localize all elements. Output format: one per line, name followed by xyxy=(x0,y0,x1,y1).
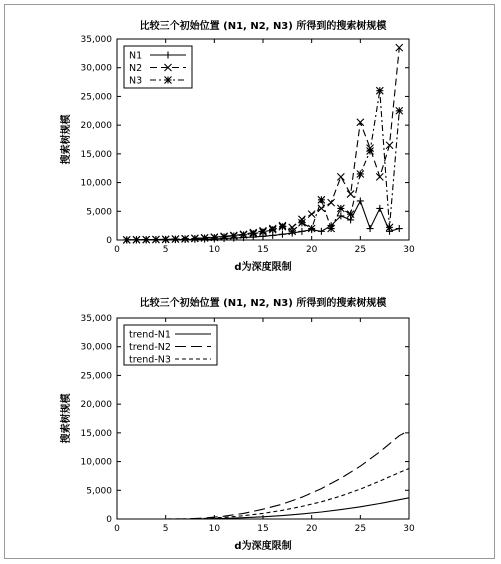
marker-cross-19 xyxy=(308,211,315,218)
marker-cross-21 xyxy=(328,199,335,206)
marker-star-20 xyxy=(318,196,325,203)
y-tick-label: 5,000 xyxy=(86,486,112,497)
marker-star-10 xyxy=(221,233,228,240)
legend-label-N1: N1 xyxy=(129,50,143,62)
y-tick-label: 15,000 xyxy=(80,149,112,160)
x-axis-label: d为深度限制 xyxy=(234,262,292,273)
marker-star-27 xyxy=(386,224,393,231)
series-line-N3 xyxy=(127,91,400,240)
legend-label-N3: N3 xyxy=(129,75,143,87)
x-tick-label: 0 xyxy=(114,524,120,534)
series-N3 xyxy=(123,87,403,243)
marker-star-15 xyxy=(269,226,276,233)
marker-star-6 xyxy=(182,235,189,242)
marker-star-1 xyxy=(133,236,140,243)
y-tick-label: 25,000 xyxy=(80,371,112,382)
y-axis-label: 搜索树规模 xyxy=(61,393,72,444)
marker-star-26 xyxy=(376,87,383,94)
x-axis-label: d为深度限制 xyxy=(234,541,292,552)
x-tick-label: 30 xyxy=(403,245,415,255)
marker-star-24 xyxy=(357,170,364,177)
chart-1 xyxy=(59,19,415,273)
x-tick-label: 10 xyxy=(208,524,221,534)
y-tick-label: 35,000 xyxy=(80,314,112,324)
y-tick-label: 0 xyxy=(106,236,112,246)
marker-star-2 xyxy=(143,236,150,243)
x-tick-label: 10 xyxy=(208,245,221,255)
marker-plus-25 xyxy=(367,225,374,232)
x-tick-label: 25 xyxy=(354,245,367,255)
series-trend-N1 xyxy=(127,498,409,519)
x-tick-label: 25 xyxy=(354,524,367,534)
marker-star-21 xyxy=(328,225,335,232)
marker-star-16 xyxy=(279,223,286,230)
marker-plus-28 xyxy=(396,225,403,232)
x-tick-label: 5 xyxy=(162,245,169,255)
marker-star-13 xyxy=(250,230,257,237)
x-tick-label: 20 xyxy=(305,245,318,255)
legend-label-trend-N2: trend-N2 xyxy=(129,342,171,353)
legend-label-trend-N3: trend-N3 xyxy=(129,354,171,366)
series-line-trend-N1 xyxy=(127,498,409,519)
x-tick-label: 15 xyxy=(257,245,269,255)
marker-cross-23 xyxy=(347,191,354,198)
marker-star-4 xyxy=(162,236,169,243)
x-tick-label: 15 xyxy=(257,524,269,534)
marker-star-17 xyxy=(289,228,296,235)
marker-cross-22 xyxy=(337,173,344,180)
marker-star-18 xyxy=(298,219,305,226)
marker-star-22 xyxy=(337,205,344,212)
legend-label-trend-N1: trend-N1 xyxy=(129,329,171,341)
marker-plus-16 xyxy=(279,231,286,238)
marker-star-0 xyxy=(123,236,130,243)
y-tick-label: 10,000 xyxy=(80,457,112,468)
marker-star-14 xyxy=(260,228,267,235)
marker-star-9 xyxy=(211,234,218,241)
y-tick-label: 0 xyxy=(106,515,112,525)
y-tick-label: 25,000 xyxy=(80,92,112,103)
marker-plus-26 xyxy=(376,205,383,212)
marker-plus-24 xyxy=(357,197,364,204)
y-tick-label: 5,000 xyxy=(86,207,112,218)
chart-title: 比较三个初始位置 (N1, N2, N3) 所得到的搜索树规模 xyxy=(139,21,387,32)
marker-cross-26 xyxy=(376,173,383,180)
x-tick-label: 20 xyxy=(305,524,318,534)
marker-star-legend xyxy=(165,77,172,84)
chart-title: 比较三个初始位置 (N1, N2, N3) 所得到的搜索树规模 xyxy=(139,298,387,309)
legend xyxy=(124,325,217,366)
marker-star-5 xyxy=(172,236,179,243)
y-tick-label: 15,000 xyxy=(80,428,112,439)
marker-cross-27 xyxy=(386,142,393,149)
marker-star-12 xyxy=(240,231,247,238)
legend xyxy=(124,46,192,88)
marker-star-8 xyxy=(201,235,208,242)
marker-star-19 xyxy=(308,225,315,232)
marker-star-23 xyxy=(347,211,354,218)
marker-plus-18 xyxy=(298,228,305,235)
y-axis-label: 搜索树规模 xyxy=(61,114,72,165)
x-tick-label: 5 xyxy=(162,524,169,534)
legend-label-N2: N2 xyxy=(129,63,143,74)
x-tick-label: 30 xyxy=(403,524,415,534)
marker-plus-20 xyxy=(318,228,325,235)
series-line-trend-N3 xyxy=(127,469,409,520)
y-tick-label: 20,000 xyxy=(80,121,112,132)
x-tick-label: 0 xyxy=(114,245,120,255)
y-tick-label: 35,000 xyxy=(80,35,112,45)
y-tick-label: 20,000 xyxy=(80,400,112,411)
marker-star-11 xyxy=(230,232,237,239)
marker-star-28 xyxy=(396,107,403,114)
marker-star-7 xyxy=(191,235,198,242)
y-tick-label: 10,000 xyxy=(80,178,112,189)
series-trend-N3 xyxy=(127,469,409,520)
y-tick-label: 30,000 xyxy=(80,63,112,74)
y-tick-label: 30,000 xyxy=(80,342,112,353)
marker-star-3 xyxy=(152,236,159,243)
marker-star-25 xyxy=(367,147,374,154)
chart-2 xyxy=(59,296,415,552)
